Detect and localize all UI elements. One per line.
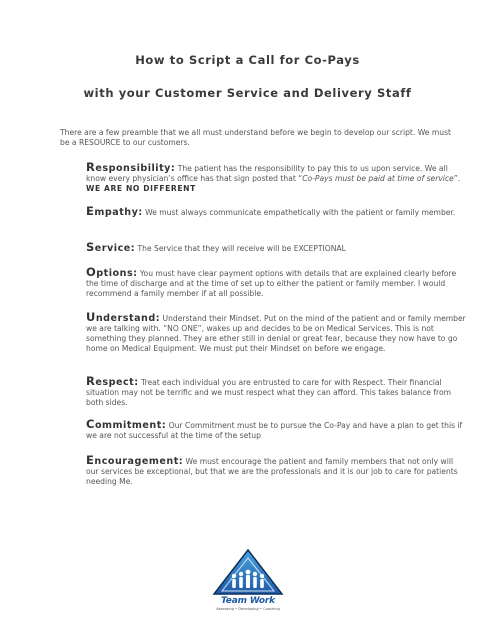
- heading-initial: C: [86, 417, 95, 431]
- section-encouragement: [86, 455, 466, 487]
- section-commitment: [86, 419, 466, 441]
- heading-rest: nderstand:: [95, 313, 161, 324]
- heading-rest: ncouragement:: [94, 456, 184, 467]
- heading-initial: R: [86, 160, 96, 174]
- section-heading: [86, 374, 139, 388]
- section-heading: [86, 453, 184, 467]
- section-quote: Co-Pays must be paid at time of service: [302, 174, 454, 183]
- section-heading: [86, 265, 138, 279]
- section-heading: [86, 160, 176, 174]
- heading-initial: E: [86, 453, 95, 467]
- section-heading: [86, 310, 161, 324]
- document-title-line1: How to Script a Call for Co-Pays: [135, 53, 360, 67]
- heading-rest: mpathy:: [94, 207, 143, 218]
- heading-rest: esponsibility:: [95, 163, 176, 174]
- heading-initial: E: [86, 204, 95, 218]
- section-body: We must encourage the patient and family members that not only will our services be exceptional, but that we are the professionals and it is our job to care for patients needing Me.: [86, 457, 458, 486]
- teamwork-logo: [212, 548, 284, 640]
- heading-rest: espect:: [95, 377, 139, 388]
- section-empathy: [86, 206, 466, 218]
- heading-initial: O: [86, 265, 97, 279]
- section-understand: [86, 312, 466, 354]
- section-respect: [86, 376, 466, 408]
- heading-rest: ervice:: [94, 243, 136, 254]
- section-heading: [86, 417, 167, 431]
- heading-rest: ptions:: [96, 268, 138, 279]
- section-body: The Service that they will receive will be EXCEPTIONAL: [135, 244, 346, 253]
- logo-tagline: Assessing • Developing • Coaching: [216, 607, 280, 611]
- heading-initial: S: [86, 240, 95, 254]
- section-responsibility: [86, 162, 466, 194]
- section-options: [86, 267, 466, 299]
- section-body: Our Commitment must be to pursue the Co-Pay and have a plan to get this if we are not successful at the time of the setup: [86, 421, 463, 440]
- heading-initial: U: [86, 310, 96, 324]
- intro-paragraph: There are a few preamble that we all must understand before we begin to develop our script. We must be a RESOURCE to our customers.: [60, 128, 452, 147]
- section-emphasis: WE ARE NO DIFFERENT: [86, 184, 196, 193]
- section-heading: [86, 240, 136, 254]
- section-body: You must have clear payment options with details that are explained clearly before the time of discharge and at the time of set up to either the patient or family member. I would recommend a family member if at all possible.: [86, 269, 457, 298]
- document-title-line2: with your Customer Service and Delivery Staff: [83, 86, 412, 100]
- heading-rest: ommitment:: [94, 420, 167, 431]
- section-body: Treat each individual you are entrusted to care for with Respect. Their financial situation may not be terrific and we must respect what they can afford. This takes balance from both sides.: [86, 378, 451, 407]
- section-body: Understand their Mindset. Put on the mind of the patient and or family member we are talking with. “NO ONE”, wakes up and decides to be on Medical Services. This is not something they planned. They are ether still in denial or great fear, because they now have to go home on Medical Equipment. We must put their Mindset on before we engage.: [86, 314, 466, 353]
- logo-wordmark: Team Work: [221, 596, 275, 606]
- section-body: The patient has the responsibility to pay this to us upon service. We all know every physician’s office has that sign posted that “: [86, 164, 448, 183]
- section-body: We must always communicate empathetically with the patient or family member.: [142, 208, 456, 217]
- section-quote-close: ”.: [453, 174, 461, 183]
- heading-initial: R: [86, 374, 96, 388]
- section-heading: [86, 204, 143, 218]
- section-service: [86, 242, 466, 254]
